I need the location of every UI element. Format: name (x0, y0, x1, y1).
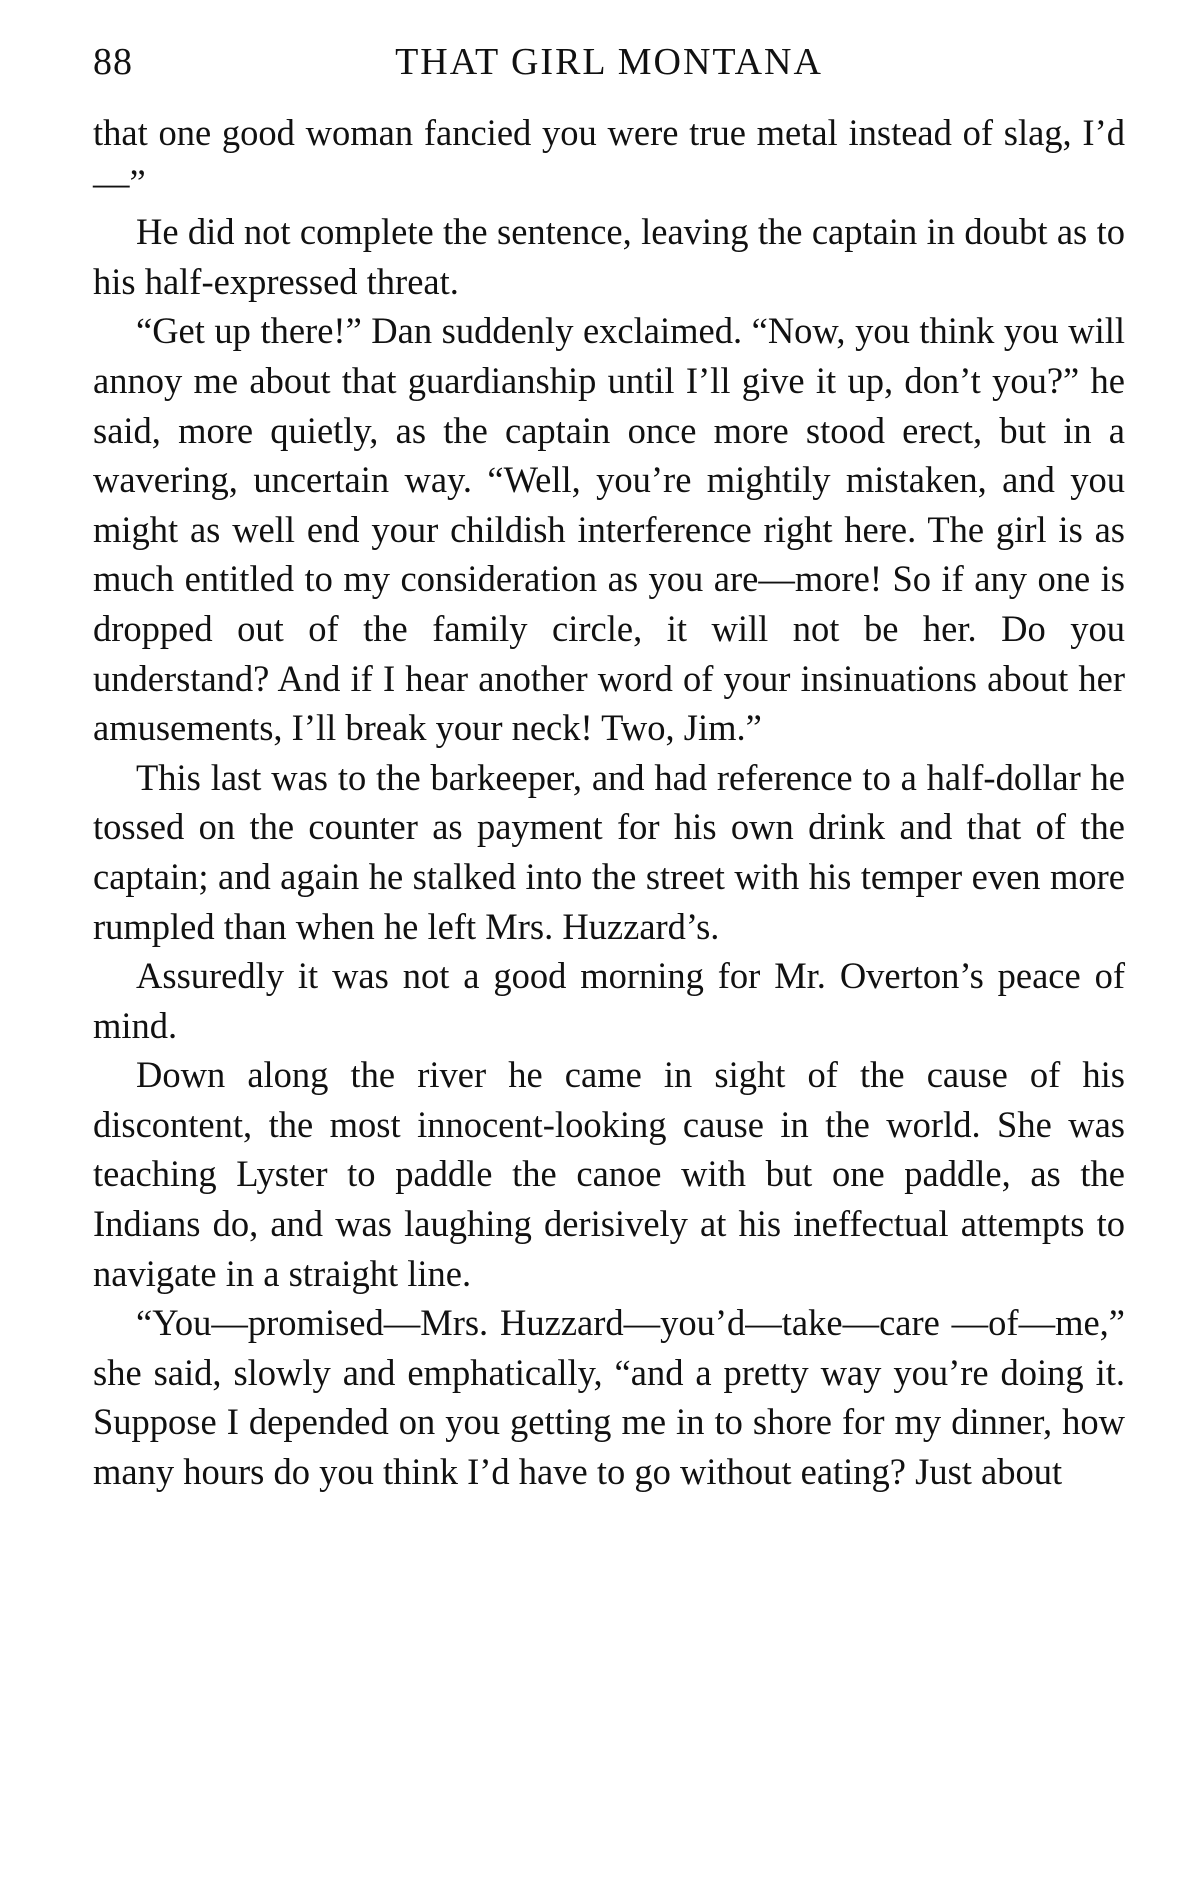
running-title: THAT GIRL MONTANA (395, 41, 823, 83)
paragraph: He did not complete the sentence, leaving the captain in doubt as to his half-expressed threat. (93, 211, 1125, 302)
paragraph: Down along the river he came in sight of the cause of his discontent, the most innocent-looking cause in the world. She was teaching Lyster to paddle the canoe with but one paddle, as the Indians do, and was laughing derisively at his ineffectual attempts to navigate in a straight line. (93, 1054, 1125, 1294)
paragraph: that one good woman fancied you were true metal instead of slag, I’d—” (93, 112, 1125, 203)
page-number: 88 (93, 41, 133, 83)
paragraph: “You—promised—Mrs. Huzzard—you’d—take—care —of—me,” she said, slowly and emphatically, “and a pretty way you’re doing it. Suppose I depended on you getting me in to shore for my dinner, how many hours do you think I’d have to go without eating? Just about (93, 1302, 1125, 1493)
running-head (93, 40, 1125, 92)
paragraph: This last was to the barkeeper, and had reference to a half-dollar he tossed on the counter as payment for his own drink and that of the captain; and again he stalked into the street with his temper even more rumpled than when he left Mrs. Huzzard’s. (93, 756, 1125, 947)
body-text (93, 108, 1125, 1497)
paragraph: Assuredly it was not a good morning for Mr. Overton’s peace of mind. (93, 955, 1125, 1046)
paragraph: “Get up there!” Dan suddenly exclaimed. “Now, you think you will annoy me about that guardianship until I’ll give it up, don’t you?” he said, more quietly, as the captain once more stood erect, but in a wavering, uncertain way. “Well, you’re mightily mistaken, and you might as well end your childish interference right here. The girl is as much entitled to my consideration as you are—more! So if any one is dropped out of the family circle, it will not be her. Do you understand? And if I hear another word of your insinuations about her amusements, I’ll break your neck! Two, Jim.” (93, 310, 1125, 749)
book-page (93, 40, 1125, 1497)
